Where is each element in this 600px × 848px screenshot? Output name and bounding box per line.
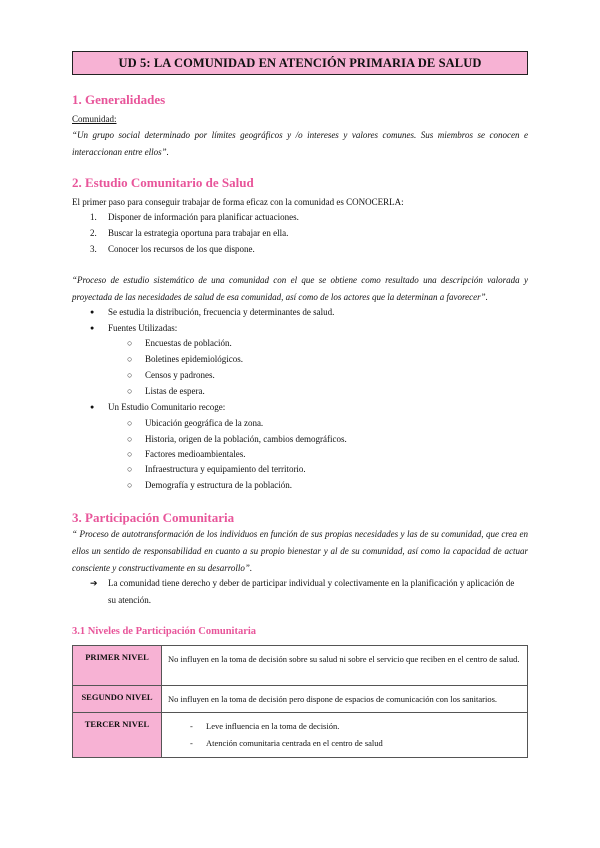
level-description: No influyen en la toma de decisión sobre su salud ni sobre el servicio que reciben en el centro de salud. [162, 646, 528, 686]
circle-icon: ○ [127, 449, 133, 459]
circle-icon: ○ [127, 354, 133, 364]
dash-icon: - [190, 738, 193, 748]
document-page: UD 5: LA COMUNIDAD EN ATENCIÓN PRIMARIA DE SALUD 1. Generalidades Comunidad: “Un grupo social determinado por límites geográficos y /o intereses y valores comunes. Sus miembros se conocen e interaccionan entre ellos”. 2. Estudio Comunitario de Salud El primer paso para conseguir trabajar de forma eficaz con la comunidad es CONOCERLA: 1. Disponer de información para planificar actuaciones. 2. Buscar la estrategia oportuna para trabajar en ella. 3. Conocer los recursos de los que dispone. “Proceso de estudio sistemático de una comunidad con el que se obtiene como resultado una descripción valorada y proyectada de las necesidades de salud de esa comunidad, así como de los actores que la determinan a favorecer”. ● Se estudia la distribución, frecuencia y determinantes de salud. ● Fuentes Utilizadas: ○ Encuestas de población. ○ Boletines epidemiológicos. ○ Censos y padrones. ○ Listas de espera. ● Un Estudio Comunitario recoge: ○ Ubicación geográfica de la zona. ○ Historia, origen de la población, cambios demográficos. ○ Factores medioambientales. ○ Infraestructura y equipamiento del territorio. ○ Demografía y estructura de la población. 3. Participación Comunitaria “ Proceso de autotransformación de los individuos en función de sus propias necesidades y las de su comunidad, que crea en ellos un sentido de responsabilidad en cuanto a su propio bienestar y al de su comunidad, así como la capacidad de actuar consciente y constructivamente en su desarrollo”. ➔ La comunidad tiene derecho y deber de participar individual y colectivamente en la planificación y aplicación de su atención. 3.1 Niveles de Participación Comunitaria PRIMER NIVEL No influyen en la toma de decisión sobre su salud ni sobre el servicio que reciben en el centro de salud. SEGUNDO NIVEL No influyen en la toma de decisión pero dispone de espacios de comunicación con los sanitarios. TERCER NIVEL - Leve influencia en la toma de decisión. - Atención comunitaria centrada en el centro de salud [0, 0, 600, 848]
bullet-icon: ● [90, 324, 95, 332]
arrow-right-icon: ➔ [90, 578, 98, 588]
circle-icon: ○ [127, 386, 133, 396]
level-name: TERCER NIVEL [73, 713, 162, 758]
circle-icon: ○ [127, 480, 133, 490]
section-2-heading: 2. Estudio Comunitario de Salud [72, 175, 254, 190]
community-definition: “Un grupo social determinado por límites geográficos y /o intereses y valores comunes. Sus miembros se conocen e interaccionan entre ellos”. [72, 130, 528, 157]
subsection-3-1-heading: 3.1 Niveles de Participación Comunitaria [72, 626, 257, 637]
circle-icon: ○ [127, 434, 133, 444]
dash-icon: - [190, 721, 193, 731]
level-name: SEGUNDO NIVEL [73, 686, 162, 713]
participation-definition-quote: “ Proceso de autotransformación de los individuos en función de sus propias necesidades y las de su comunidad, que crea en ellos un sentido de responsabilidad en cuanto a su propio bienestar y al de su comunidad, así como la capacidad de actuar consciente y constructivamente en su desarrollo”. [72, 529, 528, 573]
level-name: PRIMER NIVEL [73, 646, 162, 686]
table-row [73, 713, 528, 758]
section-2-intro: El primer paso para conseguir trabajar de forma eficaz con la comunidad es CONOCERLA: [72, 197, 404, 207]
list-item: - Leve influencia en la toma de decisión. [168, 718, 521, 735]
circle-icon: ○ [127, 370, 133, 380]
section-1-heading: 1. Generalidades [72, 92, 166, 107]
participation-levels-table [72, 645, 528, 758]
list-item: - Atención comunitaria centrada en el centro de salud [168, 735, 521, 752]
bullet-icon: ● [90, 403, 95, 411]
level-description [162, 713, 528, 758]
study-definition-quote: “Proceso de estudio sistemático de una comunidad con el que se obtiene como resultado una descripción valorada y proyectada de las necesidades de salud de esa comunidad, así como de los actores que la determinan a favorecer”. [72, 275, 528, 302]
table-row [73, 646, 528, 686]
bullet-icon: ● [90, 308, 95, 316]
circle-icon: ○ [127, 418, 133, 428]
document-title: UD 5: LA COMUNIDAD EN ATENCIÓN PRIMARIA DE SALUD [72, 51, 528, 75]
circle-icon: ○ [127, 464, 133, 474]
level-description: No influyen en la toma de decisión pero dispone de espacios de comunicación con los sanitarios. [162, 686, 528, 713]
circle-icon: ○ [127, 338, 133, 348]
community-label: Comunidad: [72, 114, 117, 124]
section-3-heading: 3. Participación Comunitaria [72, 510, 235, 525]
table-row [73, 686, 528, 713]
